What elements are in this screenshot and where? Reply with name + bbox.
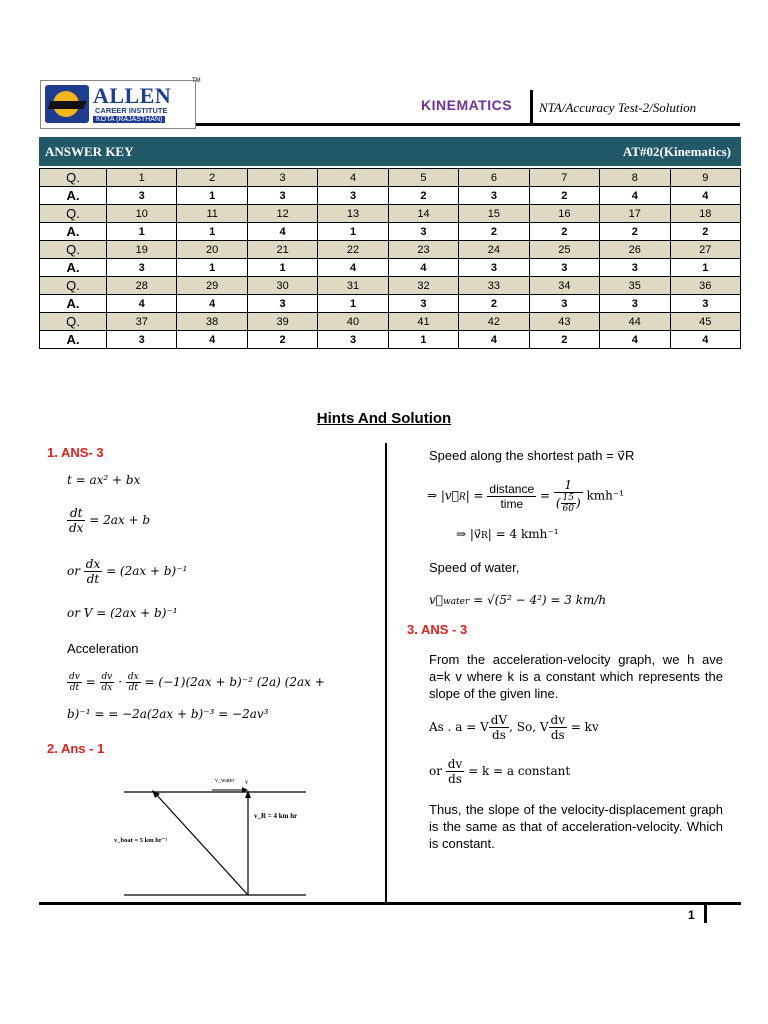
answer-cell: 4 <box>318 259 388 277</box>
s3-paragraph-1: From the acceleration-velocity graph, we h ave a=k v where k is a constant which represents the slope of the given line. <box>429 652 723 701</box>
answer-cell: 2 <box>529 331 599 349</box>
answer-cell: 4 <box>388 259 458 277</box>
page-number: 1 <box>688 908 695 922</box>
question-row <box>40 313 741 331</box>
answer-cell: 3 <box>247 295 317 313</box>
answer-cell: 1 <box>247 259 317 277</box>
question-number-cell: 6 <box>459 169 529 187</box>
answer-row <box>40 259 741 277</box>
solution-2-label: 2. Ans - 1 <box>47 741 105 756</box>
question-row <box>40 241 741 259</box>
answer-label: A. <box>40 259 107 277</box>
question-number-cell: 2 <box>177 169 247 187</box>
shortest-path-text: Speed along the shortest path = v⃗R <box>429 448 635 463</box>
question-number-cell: 25 <box>529 241 599 259</box>
column-divider <box>385 443 387 903</box>
hints-title: Hints And Solution <box>316 410 452 427</box>
answer-cell: 4 <box>600 187 670 205</box>
question-number-cell: 37 <box>107 313 177 331</box>
question-number-cell: 31 <box>318 277 388 295</box>
s1-eq3: or $\frac{dx}{dt}$ = (2ax + b)⁻¹ <box>67 557 188 586</box>
answer-cell: 2 <box>670 223 741 241</box>
answer-cell: 1 <box>177 223 247 241</box>
question-label: Q. <box>40 205 107 223</box>
question-number-cell: 15 <box>459 205 529 223</box>
question-label: Q. <box>40 313 107 331</box>
s2-eq-water: v⃗water = √(5² − 4²) = 3 km/h <box>429 593 607 607</box>
answer-cell: 2 <box>459 295 529 313</box>
answer-cell: 3 <box>107 331 177 349</box>
question-number-cell: 14 <box>388 205 458 223</box>
question-number-cell: 19 <box>107 241 177 259</box>
answer-cell: 3 <box>388 295 458 313</box>
answer-cell: 3 <box>600 295 670 313</box>
answer-key-code: AT#02(Kinematics) <box>622 144 731 159</box>
question-number-cell: 27 <box>670 241 741 259</box>
logo-tagline: path to success <box>45 117 80 123</box>
s3-eq2: or $\frac{dv}{ds}$ = k = a constant <box>429 757 571 786</box>
answer-cell: 1 <box>177 259 247 277</box>
question-number-cell: 18 <box>670 205 741 223</box>
s1-eq6: b)⁻¹ = = −2a(2ax + b)⁻³ = −2av³ <box>67 707 269 721</box>
question-number-cell: 26 <box>600 241 670 259</box>
acceleration-label: Acceleration <box>67 641 139 656</box>
s2-eq-speed: ⇒ |v⃗R| = $\frac{\text{distance}}{\text{time}}$ = 1 ( $\frac{15}{60}$ ) kmh⁻¹ <box>427 478 624 514</box>
question-number-cell: 43 <box>529 313 599 331</box>
answer-label: A. <box>40 223 107 241</box>
answer-label: A. <box>40 295 107 313</box>
header-divider <box>530 90 533 124</box>
s1-eq4: or V = (2ax + b)⁻¹ <box>67 606 178 620</box>
answer-cell: 2 <box>459 223 529 241</box>
question-number-cell: 44 <box>600 313 670 331</box>
s2-eq-result: ⇒ |v⃗R| = 4 kmh⁻¹ <box>456 527 559 541</box>
question-number-cell: 12 <box>247 205 317 223</box>
answer-cell: 4 <box>670 331 741 349</box>
s1-eq1: t = ax² + bx <box>67 473 141 487</box>
s1-eq2: $\frac{dt}{dx}$ = 2ax + b <box>69 506 151 535</box>
question-row <box>40 169 741 187</box>
question-number-cell: 33 <box>459 277 529 295</box>
question-number-cell: 41 <box>388 313 458 331</box>
answer-cell: 1 <box>388 331 458 349</box>
answer-cell: 2 <box>529 187 599 205</box>
answer-row <box>40 331 741 349</box>
river-crossing-figure <box>114 770 308 900</box>
trademark: TM <box>192 78 201 84</box>
question-number-cell: 40 <box>318 313 388 331</box>
answer-cell: 3 <box>107 259 177 277</box>
question-number-cell: 36 <box>670 277 741 295</box>
answer-cell: 3 <box>388 223 458 241</box>
question-number-cell: 21 <box>247 241 317 259</box>
question-number-cell: 29 <box>177 277 247 295</box>
answer-cell: 4 <box>600 331 670 349</box>
question-number-cell: 22 <box>318 241 388 259</box>
fig-water-label: v_water <box>215 778 235 784</box>
question-number-cell: 34 <box>529 277 599 295</box>
answer-key-header <box>39 137 741 166</box>
fig-vr-label: v_R = 4 km hr <box>254 812 298 820</box>
question-number-cell: 32 <box>388 277 458 295</box>
question-number-cell: 16 <box>529 205 599 223</box>
question-label: Q. <box>40 277 107 295</box>
page-number-bar <box>704 905 707 923</box>
answer-label: A. <box>40 187 107 205</box>
answer-row <box>40 187 741 205</box>
header-rule <box>196 123 740 126</box>
answer-cell: 4 <box>247 223 317 241</box>
question-number-cell: 38 <box>177 313 247 331</box>
question-row <box>40 277 741 295</box>
answer-row <box>40 223 741 241</box>
question-number-cell: 35 <box>600 277 670 295</box>
answer-cell: 3 <box>318 187 388 205</box>
answer-cell: 2 <box>247 331 317 349</box>
question-label: Q. <box>40 169 107 187</box>
subject-title: KINEMATICS <box>421 97 513 113</box>
question-number-cell: 45 <box>670 313 741 331</box>
answer-cell: 3 <box>670 295 741 313</box>
answer-cell: 3 <box>459 187 529 205</box>
answer-cell: 2 <box>529 223 599 241</box>
answer-cell: 1 <box>670 259 741 277</box>
answer-cell: 1 <box>318 295 388 313</box>
answer-key-table <box>39 168 741 349</box>
logo-subtitle: CAREER INSTITUTE <box>95 106 168 115</box>
allen-logo <box>40 80 196 129</box>
answer-cell: 3 <box>600 259 670 277</box>
s1-eq5: $\frac{dv}{dt}$ = $\frac{dv}{dx}$ · $\frac{dx}{dt}$ = (−1)(2ax + b)⁻² (2a) (2ax + <box>69 672 325 693</box>
s3-paragraph-2: Thus, the slope of the velocity-displacement graph is the same as that of acceleration-velocity. Which is constant. <box>429 802 723 851</box>
s3-eq1: As . a = V $\frac{dV}{ds}$ , So, V $\frac{dv}{ds}$ = kv <box>429 713 599 742</box>
speed-water-label: Speed of water, <box>429 560 520 575</box>
question-number-cell: 39 <box>247 313 317 331</box>
answer-label: A. <box>40 331 107 349</box>
answer-cell: 3 <box>529 259 599 277</box>
question-number-cell: 10 <box>107 205 177 223</box>
question-number-cell: 42 <box>459 313 529 331</box>
answer-row <box>40 295 741 313</box>
answer-cell: 1 <box>107 223 177 241</box>
logo-location: KOTA (RAJASTHAN) <box>93 116 165 123</box>
answer-cell: 3 <box>529 295 599 313</box>
answer-key-title: ANSWER KEY <box>45 144 134 159</box>
question-number-cell: 20 <box>177 241 247 259</box>
question-number-cell: 4 <box>318 169 388 187</box>
answer-cell: 2 <box>388 187 458 205</box>
question-number-cell: 8 <box>600 169 670 187</box>
answer-cell: 3 <box>247 187 317 205</box>
solution-1-label: 1. ANS- 3 <box>47 445 104 460</box>
test-name: NTA/Accuracy Test-2/Solution <box>539 100 697 115</box>
question-number-cell: 7 <box>529 169 599 187</box>
answer-cell: 4 <box>107 295 177 313</box>
question-number-cell: 11 <box>177 205 247 223</box>
fig-v-label: v <box>245 778 249 786</box>
question-number-cell: 5 <box>388 169 458 187</box>
question-row <box>40 205 741 223</box>
question-number-cell: 24 <box>459 241 529 259</box>
fig-vboat-label: v_boat = 5 km hr⁻¹ <box>114 837 168 844</box>
answer-cell: 4 <box>177 295 247 313</box>
question-number-cell: 1 <box>107 169 177 187</box>
footer-rule <box>39 902 741 905</box>
question-number-cell: 28 <box>107 277 177 295</box>
answer-cell: 1 <box>318 223 388 241</box>
question-label: Q. <box>40 241 107 259</box>
question-number-cell: 13 <box>318 205 388 223</box>
answer-cell: 3 <box>459 259 529 277</box>
question-number-cell: 9 <box>670 169 741 187</box>
answer-cell: 4 <box>670 187 741 205</box>
answer-cell: 4 <box>177 331 247 349</box>
answer-cell: 4 <box>459 331 529 349</box>
solution-3-label: 3. ANS - 3 <box>407 622 468 637</box>
logo-title: ALLEN <box>93 83 172 108</box>
answer-cell: 3 <box>318 331 388 349</box>
question-number-cell: 3 <box>247 169 317 187</box>
question-number-cell: 23 <box>388 241 458 259</box>
answer-cell: 2 <box>600 223 670 241</box>
question-number-cell: 17 <box>600 205 670 223</box>
answer-cell: 3 <box>107 187 177 205</box>
answer-cell: 1 <box>177 187 247 205</box>
question-number-cell: 30 <box>247 277 317 295</box>
